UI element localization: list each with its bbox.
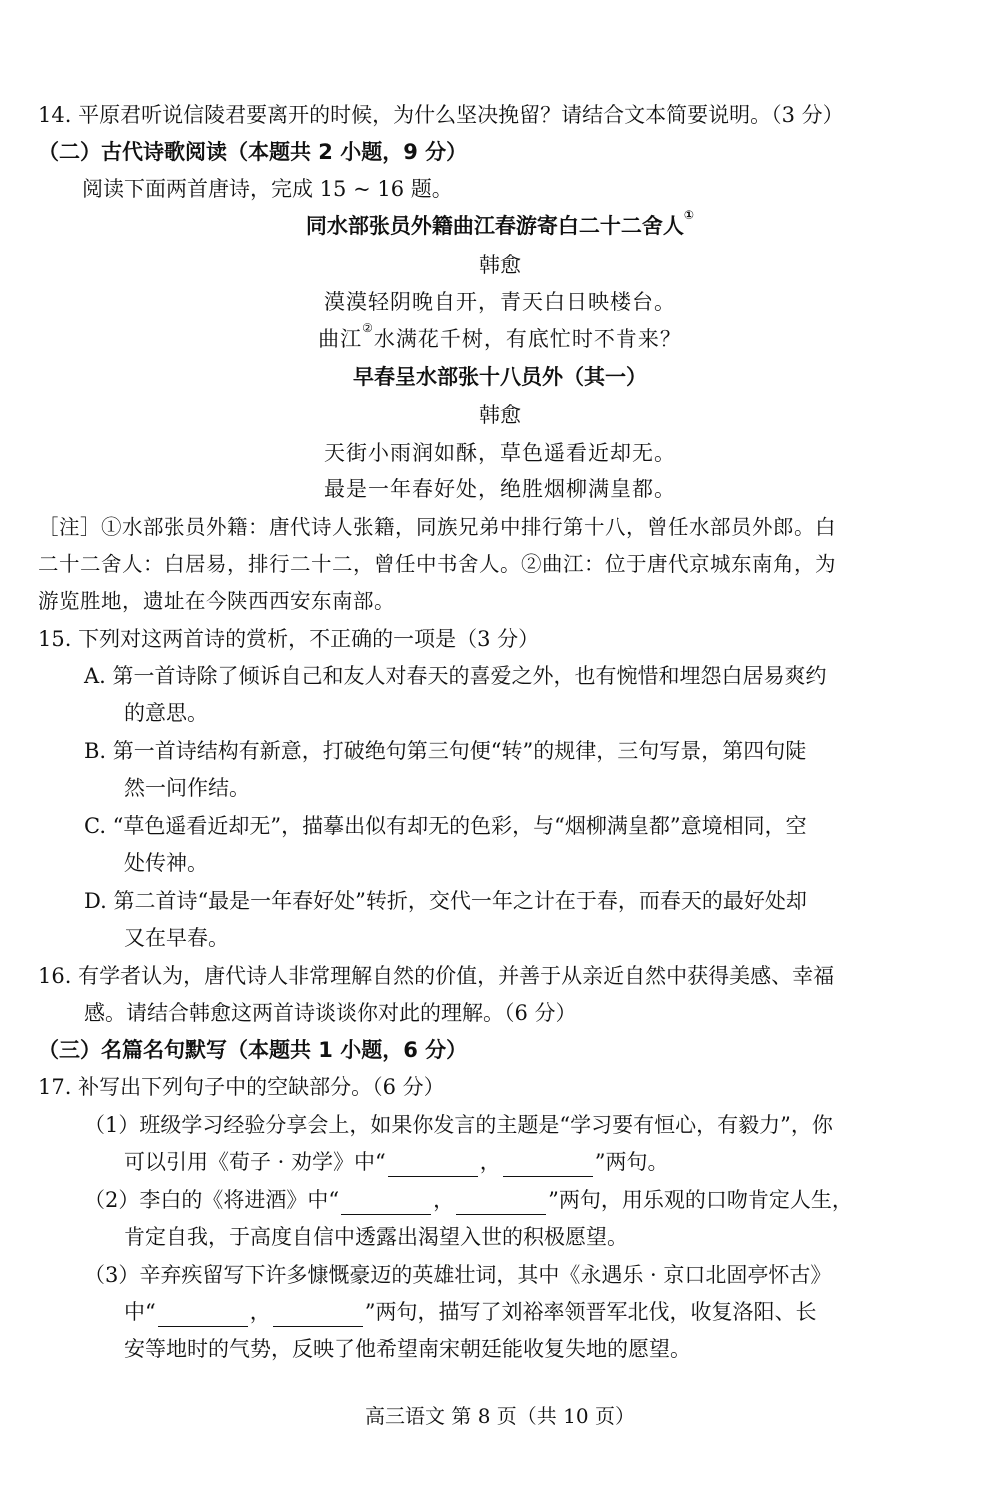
question-16-line-2: 感。请结合韩愈这两首诗谈谈你对此的理解。（6 分） [84,1001,577,1025]
q17-item-2-line-2: 肯定自我，于高度自信中透露出渴望入世的积极愿望。 [124,1225,628,1249]
question-16-line-1: 16. 有学者认为，唐代诗人非常理解自然的价值，并善于从亲近自然中获得美感、幸福 [38,964,835,988]
question-17-stem: 17. 补写出下列句子中的空缺部分。（6 分） [38,1075,445,1099]
answer-blank[interactable] [273,1306,363,1327]
poem-1-title-text: 同水部张员外籍曲江春游寄白二十二舍人 [305,214,684,238]
option-c-line-2: 处传神。 [124,851,208,875]
poem-1-title [0,208,1000,241]
option-d-line-1: D. 第二首诗“最是一年春好处”转折，交代一年之计在于春，而春天的最好处却 [84,889,807,913]
poem-2-title: 早春呈水部张十八员外（其一） [353,365,647,389]
footnote-mark-2: ② [362,321,374,335]
answer-blank[interactable] [341,1194,431,1215]
poem-1-line-2-end: 水满花千树，有底忙时不肯来？ [373,327,682,351]
poem-1-line-1: 漠漠轻阴晚自开，青天白日映楼台。 [324,290,676,314]
q17-item-2-prefix: （2）李白的《将进酒》中“ [84,1188,340,1212]
note-line-3: 游览胜地，遗址在今陕西西安东南部。 [38,589,395,613]
q17-item-1-line-2 [124,1147,669,1177]
option-a-line-2: 的意思。 [124,701,208,725]
q17-item-2-line-1 [84,1185,853,1215]
section-3-title: （三）名篇名句默写（本题共 1 小题，6 分） [38,1038,468,1062]
answer-blank[interactable] [158,1306,248,1327]
q17-item-3-line-1: （3）辛弃疾留写下许多慷慨豪迈的英雄壮词，其中《永遇乐 · 京口北固亭怀古》 [84,1263,832,1287]
note-line-1: ［注］①水部张员外籍：唐代诗人张籍，同族兄弟中排行第十八，曾任水部员外郎。白 [38,515,836,539]
q17-item-3-suffix: ”两句，描写了刘裕率领晋军北伐，收复洛阳、长 [364,1300,817,1324]
option-a-line-1: A. 第一首诗除了倾诉自己和友人对春天的喜爱之外，也有惋惜和埋怨白居易爽约 [84,664,827,688]
poem-1-line-2 [0,321,1000,354]
q17-item-1-line-1: （1）班级学习经验分享会上，如果你发言的主题是“学习要有恒心，有毅力”，你 [84,1113,833,1137]
footnote-mark-1: ① [683,208,695,222]
blank-separator: ， [249,1300,271,1324]
q17-item-1-prefix: 可以引用《荀子 · 劝学》中“ [124,1150,386,1174]
q17-item-3-line-2 [124,1297,816,1327]
q17-item-2-suffix: ”两句，用乐观的口吻肯定人生， [548,1188,853,1212]
section-2-title: （二）古代诗歌阅读（本题共 2 小题，9 分） [38,140,468,164]
option-b-line-1: B. 第一首诗结构有新意，打破绝句第三句便“转”的规律，三句写景，第四句陡 [84,739,807,763]
poem-2-author: 韩愈 [479,403,521,427]
question-15-stem: 15. 下列对这两首诗的赏析，不正确的一项是（3 分） [38,627,540,651]
answer-blank[interactable] [503,1156,593,1177]
poem-2-line-2: 最是一年春好处，绝胜烟柳满皇都。 [324,477,676,501]
question-14: 14. 平原君听说信陵君要离开的时候，为什么坚决挽留？请结合文本简要说明。（3 分） [38,103,844,127]
q17-item-1-suffix: ”两句。 [594,1150,669,1174]
q17-item-3-prefix: 中“ [124,1300,156,1324]
page-footer: 高三语文 第 8 页（共 10 页） [365,1404,635,1428]
answer-blank[interactable] [388,1156,478,1177]
option-d-line-2: 又在早春。 [124,926,229,950]
note-line-2: 二十二舍人：白居易，排行二十二，曾任中书舍人。②曲江：位于唐代京城东南角，为 [38,552,836,576]
blank-separator: ， [433,1188,455,1212]
poem-1-line-2-start: 曲江 [318,327,363,351]
blank-separator: ， [479,1150,501,1174]
q17-item-3-line-3: 安等地时的气势，反映了他希望南宋朝廷能收复失地的愿望。 [124,1337,691,1361]
section-2-intro: 阅读下面两首唐诗，完成 15 ~ 16 题。 [82,177,453,201]
option-c-line-1: C. “草色遥看近却无”，描摹出似有却无的色彩，与“烟柳满皇都”意境相同，空 [84,814,807,838]
answer-blank[interactable] [456,1194,546,1215]
option-b-line-2: 然一问作结。 [124,776,250,800]
poem-1-author: 韩愈 [479,253,521,277]
poem-2-line-1: 天街小雨润如酥，草色遥看近却无。 [324,441,676,465]
